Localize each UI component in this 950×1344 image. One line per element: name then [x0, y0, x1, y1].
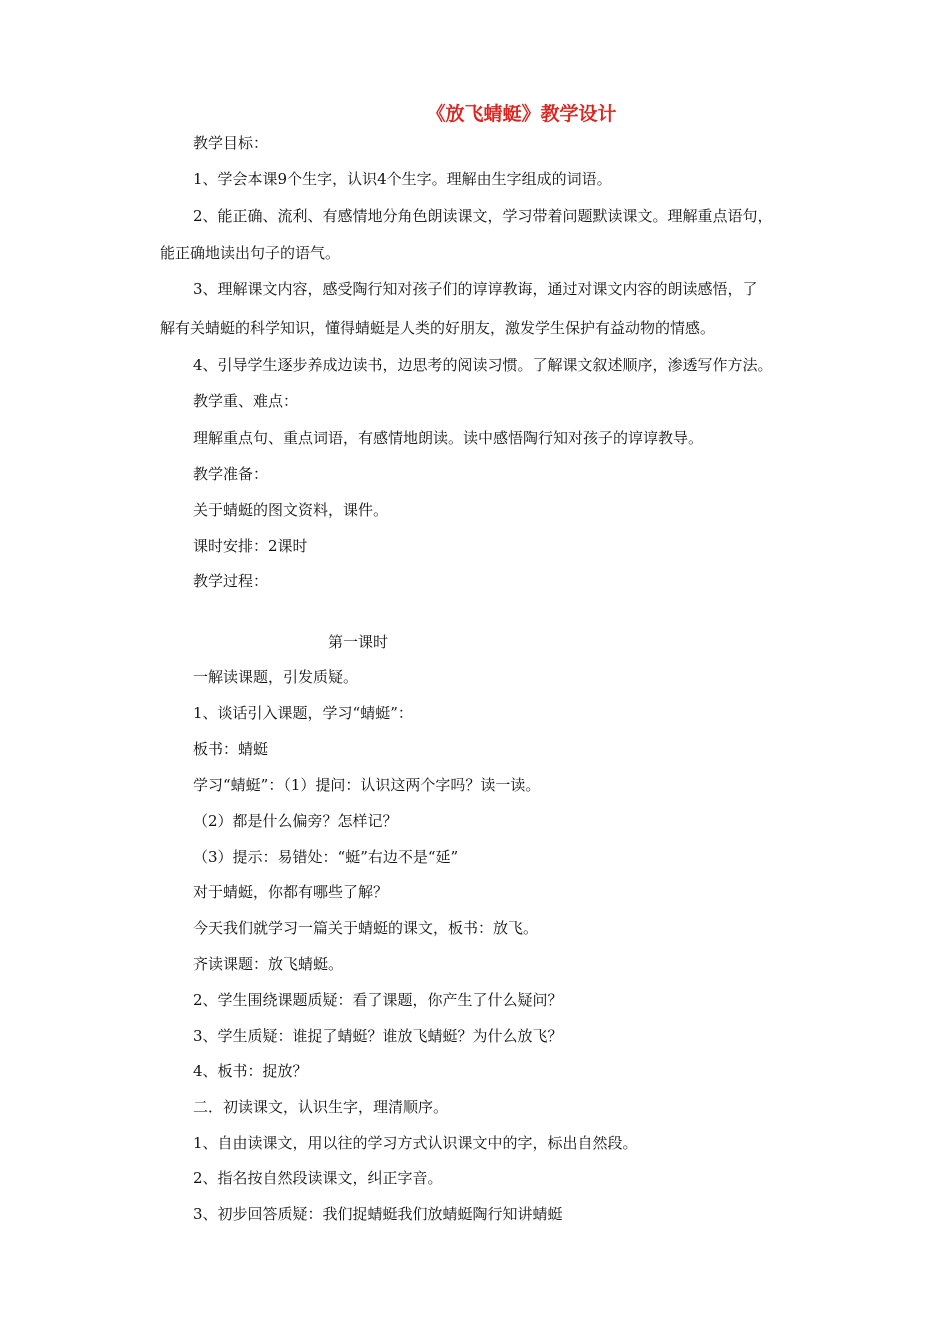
text-line: 教学重、难点：: [193, 392, 299, 410]
text-line: 课时安排：2课时: [193, 537, 308, 555]
text-line: 教学目标：: [193, 134, 269, 152]
text-line: （3）提示：易错处：“蜓”右边不是“延”: [193, 848, 459, 866]
text-line: 解有关蜻蜓的科学知识，懂得蜻蜓是人类的好朋友，激发学生保护有益动物的情感。: [160, 319, 716, 337]
text-line: （2）都是什么偏旁？怎样记？: [193, 812, 398, 830]
text-line: 1、谈话引入课题，学习“蜻蜓”：: [193, 704, 413, 722]
text-line: 板书：蜻蜓: [193, 740, 269, 758]
text-line: 理解重点句、重点词语，有感情地朗读。读中感悟陶行知对孩子的谆谆教导。: [193, 429, 704, 447]
text-line: 3、学生质疑：谁捉了蜻蜓？谁放飞蜻蜓？为什么放飞？: [193, 1027, 563, 1045]
document-title: 《放飞蜻蜓》教学设计: [426, 103, 617, 125]
text-line: 关于蜻蜓的图文资料，课件。: [193, 501, 389, 519]
text-line: 今天我们就学习一篇关于蜻蜓的课文，板书：放飞。: [193, 919, 539, 937]
text-line: 4、引导学生逐步养成边读书，边思考的阅读习惯。了解课文叙述顺序，渗透写作方法。: [193, 356, 773, 374]
text-line: 一解读课题，引发质疑。: [193, 668, 359, 686]
text-line: 二．初读课文，认识生字，理清顺序。: [193, 1098, 449, 1116]
text-line: 3、理解课文内容，感受陶行知对孩子们的谆谆教诲，通过对课文内容的朗读感悟，了: [193, 280, 758, 298]
text-line: 教学过程：: [193, 572, 269, 590]
text-line: 教学准备：: [193, 465, 269, 483]
text-line: 齐读课题：放飞蜻蜓。: [193, 955, 344, 973]
text-line: 2、学生围绕课题质疑：看了课题，你产生了什么疑问？: [193, 991, 563, 1009]
text-line: 3、初步回答质疑：我们捉蜻蜓我们放蜻蜓陶行知讲蜻蜓: [193, 1205, 563, 1223]
text-line: 1、学会本课9个生字，认识4个生字。理解由生字组成的词语。: [193, 170, 612, 188]
text-line: 对于蜻蜓，你都有哪些了解？: [193, 883, 389, 901]
text-line: 4、板书：捉放？: [193, 1062, 308, 1080]
text-line: 1、自由读课文，用以往的学习方式认识课文中的字，标出自然段。: [193, 1134, 638, 1152]
section-heading: 第一课时: [328, 633, 389, 651]
text-line: 2、能正确、流利、有感情地分角色朗读课文，学习带着问题默读课文。理解重点语句，: [193, 207, 773, 225]
text-line: 能正确地读出句子的语气。: [160, 244, 341, 262]
text-line: 学习“蜻蜓”：（1）提问：认识这两个字吗？读一读。: [193, 776, 541, 794]
text-line: 2、指名按自然段读课文，纠正字音。: [193, 1169, 443, 1187]
